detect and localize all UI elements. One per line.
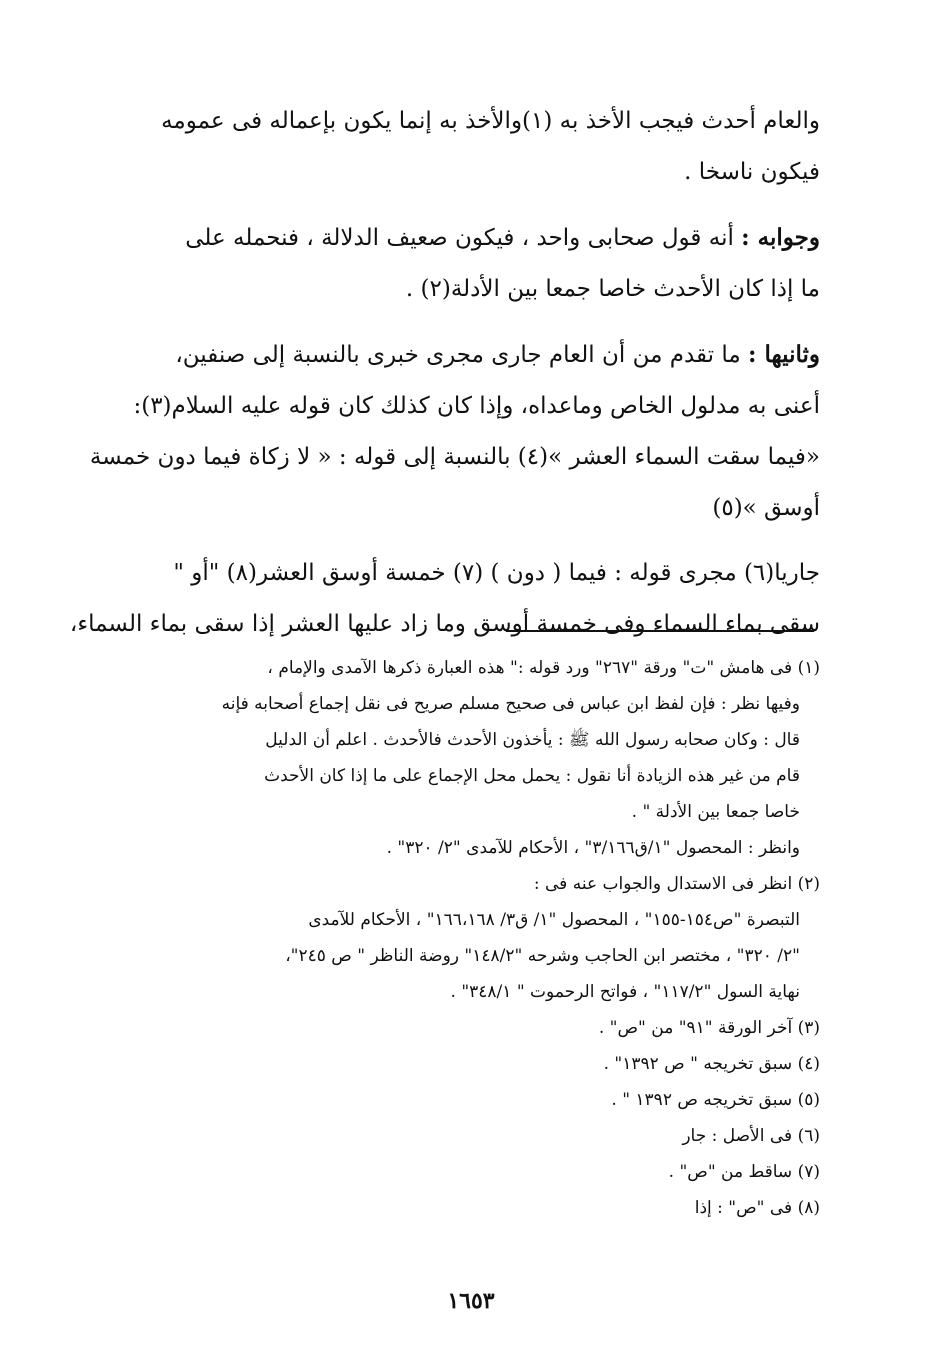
main-text	[69, 96, 820, 664]
footnote-line: وفيها نظر : فإن لفظ ابن عباس فى صحيح مسلم صريح فى نقل إجماع أصحابه فإنه	[221, 694, 800, 714]
footnote-2	[100, 866, 820, 1010]
footnote-line: التبصرة "ص١٥٤-١٥٥" ، المحصول "١/ ق٣/ ١٦٦،١٦٨" ، الأحكام للآمدى	[308, 910, 800, 930]
footnote-line: وانظر : المحصول "١/ق٣/١٦٦" ، الأحكام للآمدى "٢/ ٣٢٠" .	[386, 838, 800, 858]
paragraph-3	[89, 329, 820, 534]
footnote-6	[100, 1118, 820, 1154]
footnote-line: خاصا جمعا بين الأدلة " .	[631, 802, 800, 822]
footnote-line: قال : وكان صحابه رسول الله ﷺ : يأخذون الأحدث فالأحدث . اعلم أن الدليل	[265, 730, 800, 750]
footnote-line: (٣) آخر الورقة "٩١" من "ص" .	[598, 1018, 820, 1038]
footnote-4	[100, 1046, 820, 1082]
footnotes	[100, 650, 820, 1226]
footnote-line: نهاية السول "١١٧/٢" ، فواتح الرحموت " ٣٤٨/١" .	[450, 982, 800, 1002]
text-line: أعنى به مدلول الخاص وماعداه، وإذا كان كذلك كان قوله عليه السلام(٣):	[133, 393, 820, 419]
footnote-line: (٢) انظر فى الاستدال والجواب عنه فى :	[533, 874, 820, 894]
footnote-3	[100, 1010, 820, 1046]
text-line: أوسق »(٥)	[712, 495, 820, 521]
footnote-line: (١) فى هامش "ت" ورقة "٢٦٧" ورد قوله :" هذه العبارة ذكرها الآمدى والإمام ،	[267, 658, 820, 678]
paragraph-4	[69, 548, 820, 650]
text-line: سقى بماء السماء وفى خمسة أوسق وما زاد عليها العشر إذا سقى بماء السماء،	[69, 611, 820, 637]
text-line: جاريا(٦) مجرى قوله : فيما ( دون ) (٧) خمسة أوسق العشر(٨) "أو "	[173, 560, 820, 586]
footnote-divider	[506, 630, 814, 632]
footnote-line: (٥) سبق تخريجه ص ١٣٩٢ " .	[611, 1090, 820, 1110]
footnote-8	[100, 1190, 820, 1226]
footnote-line: قام من غير هذه الزيادة أنا نقول : يحمل محل الإجماع على ما إذا كان الأحدث	[264, 766, 800, 786]
text-line: ما إذا كان الأحدث خاصا جمعا بين الأدلة(٢) .	[405, 276, 820, 302]
text-run: أنه قول صحابى واحد ، فيكون صعيف الدلالة ، فنحمله على	[185, 225, 734, 251]
footnote-line: (٧) ساقط من "ص" .	[668, 1162, 820, 1182]
paragraph-lead: وثانيها :	[748, 341, 820, 368]
paragraph-lead: وجوابه :	[741, 224, 820, 251]
page-number: ١٦٥٣	[447, 1288, 495, 1314]
footnote-line: "٢/ ٣٢٠" ، مختصر ابن الحاجب وشرحه "١٤٨/٢" روضة الناظر " ص ٢٤٥"،	[285, 946, 800, 966]
text-line	[108, 212, 820, 264]
paragraph-1	[108, 96, 820, 198]
footnote-1	[100, 650, 820, 866]
text-line	[108, 329, 820, 381]
text-line: فيكون ناسخا .	[684, 159, 820, 185]
text-run: ما تقدم من أن العام جارى مجرى خبرى بالنسبة إلى صنفين،	[175, 342, 741, 368]
footnote-line: (٨) فى "ص" : إذا	[694, 1198, 820, 1218]
footnote-line: (٤) سبق تخريجه " ص ١٣٩٢" .	[603, 1054, 820, 1074]
footnote-5	[100, 1082, 820, 1118]
text-line: والعام أحدث فيجب الأخذ به (١)والأخذ به إنما يكون بإعماله فى عمومه	[161, 108, 820, 134]
footnote-line: (٦) فى الأصل : جار	[682, 1126, 820, 1146]
footnote-7	[100, 1154, 820, 1190]
text-line: «فيما سقت السماء العشر »(٤) بالنسبة إلى قوله : « لا زكاة فيما دون خمسة	[89, 444, 820, 470]
paragraph-2	[108, 212, 820, 315]
